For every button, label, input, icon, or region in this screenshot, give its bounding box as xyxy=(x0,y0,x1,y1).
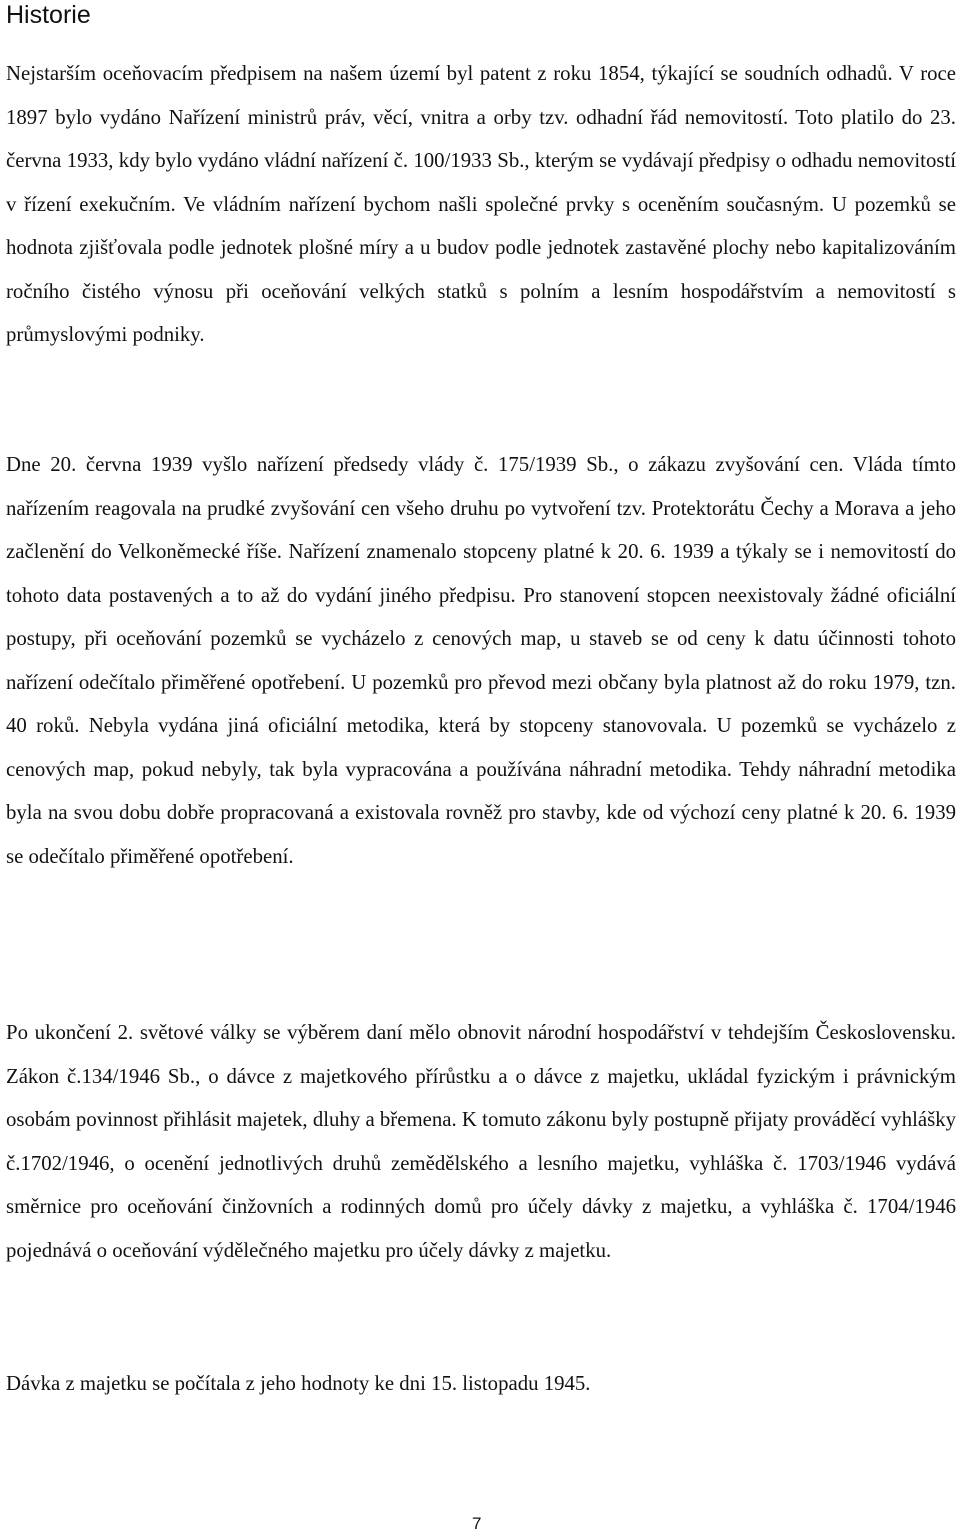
paragraph-levy-valuation-date: Dávka z majetku se počítala z jeho hodnoty ke dni 15. listopadu 1945. xyxy=(6,1372,591,1395)
paragraph-price-freeze-1939: Dne 20. června 1939 vyšlo nařízení předsedy vlády č. 175/1939 Sb., o zákazu zvyšování cen. Vláda tímto nařízením reagovala na prudké zvyšování cen všeho druhu po vytvoření tzv. Protektorátu Čechy a Morava a jeho začlenění do Velkoněmecké říše. Nařízení znamenalo stopceny platné k 20. 6. 1939 a týkaly se i nemovitostí do tohoto data postavených a to až do vydání jiného předpisu. Pro stanovení stopcen neexistovaly žádné oficiální postupy, při oceňování pozemků se vycházelo z cenových map, u staveb se od ceny k datu účinnosti tohoto nařízení odečítalo přiměřené opotřebení. U pozemků pro převod mezi občany byla platnost až do roku 1979, tzn. 40 roků. Nebyla vydána jiná oficiální metodika, která by stopceny stanovovala. U pozemků se vycházelo z cenových map, pokud nebyly, tak byla vypracována a používána náhradní metodika. Tehdy náhradní metodika byla na svou dobu dobře propracovaná a existovala rovněž pro stavby, kde od výchozí ceny platné k 20. 6. 1939 se odečítalo přiměřené opotřebení. xyxy=(6,453,956,868)
paragraph-postwar-levy: Po ukončení 2. světové války se výběrem daní mělo obnovit národní hospodářství v tehdejším Československu. Zákon č.134/1946 Sb., o dávce z majetkového přírůstku a o dávce z majetku, ukládal fyzickým i právnickým osobám povinnost přihlásit majetek, dluhy a břemena. K tomuto zákonu byly postupně přijaty prováděcí vyhlášky č.1702/1946, o ocenění jednotlivých druhů zemědělského a lesního majetku, vyhláška č. 1703/1946 vydává směrnice pro oceňování činžovních a rodinných domů pro účely dávky z majetku, a vyhláška č. 1704/1946 pojednává o oceňování výdělečného majetku pro účely dávky z majetku. xyxy=(6,1021,956,1262)
paragraph-history-origins: Nejstarším oceňovacím předpisem na našem území byl patent z roku 1854, týkající se soudních odhadů. V roce 1897 bylo vydáno Nařízení ministrů práv, věcí, vnitra a orby tzv. odhadní řád nemovitostí. Toto platilo do 23. června 1933, kdy bylo vydáno vládní nařízení č. 100/1933 Sb., kterým se vydávají předpisy o odhadu nemovitostí v řízení exekučním. Ve vládním nařízení bychom našli společné prvky s oceněním současným. U pozemků se hodnota zjišťovala podle jednotek plošné míry a u budov podle jednotek zastavěné plochy nebo kapitalizováním ročního čistého výnosu při oceňování velkých statků s polním a lesním hospodářstvím a nemovitostí s průmyslovými podniky. xyxy=(6,62,956,346)
section-heading: Historie xyxy=(6,1,91,29)
page-number: 7 xyxy=(472,1514,482,1533)
